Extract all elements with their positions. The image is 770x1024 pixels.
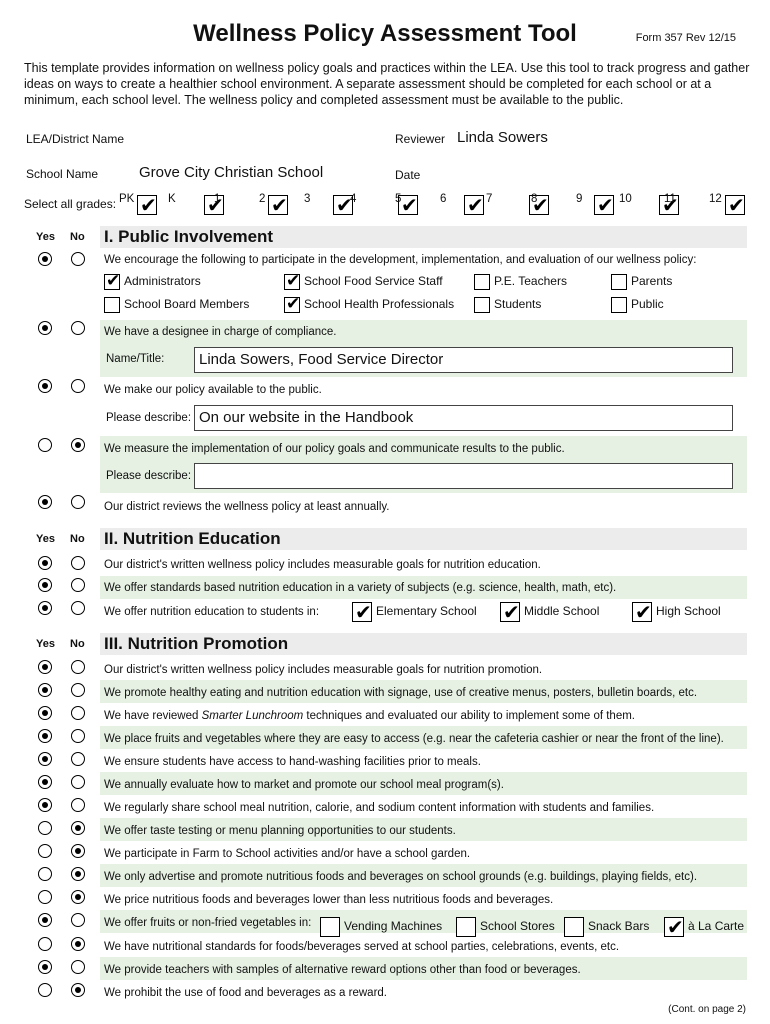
no-header: No xyxy=(70,231,85,243)
checkbox[interactable] xyxy=(456,917,476,937)
school-label: School Name xyxy=(26,167,99,181)
question-text: We offer standards based nutrition education in a variety of subjects (e.g. science, health, math, etc). xyxy=(104,582,617,594)
question-text: We offer taste testing or menu planning opportunities to our students. xyxy=(104,825,456,837)
question-text: We participate in Farm to School activities and/or have a school garden. xyxy=(104,848,471,860)
question-text: We have a designee in charge of compliance. xyxy=(104,326,337,338)
checkbox[interactable] xyxy=(500,602,520,622)
checkbox[interactable] xyxy=(284,297,300,313)
no-radio[interactable] xyxy=(71,844,85,858)
section-heading: II. Nutrition Education xyxy=(104,529,281,548)
checkbox[interactable] xyxy=(104,274,120,290)
grade-label: 9 xyxy=(576,193,583,205)
yes-radio[interactable] xyxy=(38,960,52,974)
yes-radio[interactable] xyxy=(38,438,52,452)
school-value[interactable]: Grove City Christian School xyxy=(139,164,324,181)
form-title: Wellness Policy Assessment Tool xyxy=(193,20,577,47)
intro-text: This template provides information on wellness policy goals and practices within the LEA. Use this tool to track progress and gather ideas on ways to create a healthier school environment. A separate assessment should be completed for each school or at a minimum, each school level. The wellness policy and completed assessment must be available to the public. xyxy=(24,61,750,107)
yes-header: Yes xyxy=(36,533,55,545)
no-radio[interactable] xyxy=(71,252,85,266)
emphasis-text: Smarter Lunchroom xyxy=(201,710,304,722)
question-text: We offer fruits or non-fried vegetables in: xyxy=(104,917,312,929)
no-radio[interactable] xyxy=(71,775,85,789)
checkbox[interactable] xyxy=(611,297,627,313)
question-text: We have nutritional standards for foods/beverages served at school parties, celebrations, events, etc. xyxy=(104,941,620,953)
question-text: We prohibit the use of food and beverages as a reward. xyxy=(104,987,387,999)
yes-radio[interactable] xyxy=(38,798,52,812)
continued-note: (Cont. on page 2) xyxy=(668,1004,746,1015)
checkbox[interactable] xyxy=(474,297,490,313)
name-title-input[interactable]: Linda Sowers, Food Service Director xyxy=(194,347,733,373)
grade-checkbox[interactable] xyxy=(137,195,157,215)
yes-radio[interactable] xyxy=(38,775,52,789)
grades-label: Select all grades: xyxy=(24,197,117,211)
no-radio[interactable] xyxy=(71,937,85,951)
reviewer-value[interactable]: Linda Sowers xyxy=(457,129,548,146)
no-radio[interactable] xyxy=(71,752,85,766)
level-label: High School xyxy=(656,604,721,619)
yes-radio[interactable] xyxy=(38,660,52,674)
field-label: Please describe: xyxy=(106,470,192,482)
yes-radio[interactable] xyxy=(38,683,52,697)
participant-label: School Health Professionals xyxy=(304,297,455,312)
participant-label: Parents xyxy=(631,274,673,289)
yes-radio[interactable] xyxy=(38,556,52,570)
question-text: We place fruits and vegetables where they are easy to access (e.g. near the cafeteria cashier or near the front of the line). xyxy=(104,733,724,745)
question-text: We offer nutrition education to students in: xyxy=(104,606,320,618)
level-high[interactable] xyxy=(632,602,721,622)
grade-checkbox[interactable] xyxy=(464,195,484,215)
no-radio[interactable] xyxy=(71,321,85,335)
yes-radio[interactable] xyxy=(38,321,52,335)
no-radio[interactable] xyxy=(71,495,85,509)
question-text xyxy=(104,710,635,722)
participant-label: Public xyxy=(631,297,664,312)
no-radio[interactable] xyxy=(71,706,85,720)
yes-radio[interactable] xyxy=(38,601,52,615)
yes-radio[interactable] xyxy=(38,983,52,997)
no-radio[interactable] xyxy=(71,683,85,697)
no-radio[interactable] xyxy=(71,438,85,452)
participant-label: P.E. Teachers xyxy=(494,274,567,289)
venue-label: Snack Bars xyxy=(588,919,650,934)
date-label: Date xyxy=(395,168,421,182)
grade-label: 8 xyxy=(531,193,538,205)
no-radio[interactable] xyxy=(71,913,85,927)
grade-label: 3 xyxy=(304,193,311,205)
describe-input[interactable]: On our website in the Handbook xyxy=(194,405,733,431)
participant-students[interactable] xyxy=(474,297,541,313)
yes-radio[interactable] xyxy=(38,252,52,266)
no-radio[interactable] xyxy=(71,890,85,904)
checkbox[interactable] xyxy=(664,917,684,937)
no-radio[interactable] xyxy=(71,379,85,393)
grade-checkbox[interactable] xyxy=(268,195,288,215)
section-heading: III. Nutrition Promotion xyxy=(104,634,289,653)
venue-label: School Stores xyxy=(480,919,555,934)
yes-radio[interactable] xyxy=(38,495,52,509)
question-text: We price nutritious foods and beverages lower than less nutritious foods and beverages. xyxy=(104,894,554,906)
venue-school-stores[interactable] xyxy=(456,917,555,937)
checkbox[interactable] xyxy=(474,274,490,290)
yes-radio[interactable] xyxy=(38,752,52,766)
no-radio[interactable] xyxy=(71,821,85,835)
venue-a-la-carte[interactable] xyxy=(664,917,744,937)
yes-radio[interactable] xyxy=(38,890,52,904)
level-label: Elementary School xyxy=(376,604,477,619)
no-radio[interactable] xyxy=(71,798,85,812)
yes-radio[interactable] xyxy=(38,937,52,951)
no-radio[interactable] xyxy=(71,729,85,743)
no-radio[interactable] xyxy=(71,601,85,615)
question-text: Our district's written wellness policy includes measurable goals for nutrition education. xyxy=(104,559,541,571)
field-label: Name/Title: xyxy=(106,353,165,365)
participant-label: School Board Members xyxy=(124,297,250,312)
no-radio[interactable] xyxy=(71,867,85,881)
no-radio[interactable] xyxy=(71,660,85,674)
venue-label: Vending Machines xyxy=(344,919,443,934)
question-text: We make our policy available to the public. xyxy=(104,384,322,396)
grade-label: 1 xyxy=(214,193,221,205)
lea-label: LEA/District Name xyxy=(26,132,125,146)
participant-food-service[interactable] xyxy=(284,274,443,290)
participant-public[interactable] xyxy=(611,297,664,313)
grade-label: PK xyxy=(119,193,135,205)
question-text: We only advertise and promote nutritious foods and beverages on school grounds (e.g. buildings, playing fields, etc). xyxy=(104,871,698,883)
checkbox[interactable] xyxy=(352,602,372,622)
yes-header: Yes xyxy=(36,231,55,243)
yes-radio[interactable] xyxy=(38,706,52,720)
participant-parents[interactable] xyxy=(611,274,672,290)
question-text: We promote healthy eating and nutrition education with signage, use of creative menus, posters, bulletin boards, etc. xyxy=(104,687,698,699)
yes-header: Yes xyxy=(36,638,55,650)
grade-label: 5 xyxy=(395,193,402,205)
venue-label: à La Carte xyxy=(688,919,745,934)
participant-label: School Food Service Staff xyxy=(304,274,443,289)
participant-school-board[interactable] xyxy=(104,297,249,313)
no-radio[interactable] xyxy=(71,578,85,592)
checkbox[interactable] xyxy=(320,917,340,937)
yes-radio[interactable] xyxy=(38,867,52,881)
level-middle[interactable] xyxy=(500,602,599,622)
yes-radio[interactable] xyxy=(38,729,52,743)
question-text: Our district reviews the wellness policy at least annually. xyxy=(104,501,390,513)
text-part: techniques and evaluated our ability to implement some of them. xyxy=(303,710,635,722)
text-part: We have reviewed xyxy=(104,710,202,722)
grade-label: 4 xyxy=(350,193,357,205)
question-text: We encourage the following to participate in the development, implementation, and evaluation of our wellness policy: xyxy=(104,254,697,266)
checkbox[interactable] xyxy=(632,602,652,622)
checkbox[interactable] xyxy=(611,274,627,290)
yes-radio[interactable] xyxy=(38,578,52,592)
yes-radio[interactable] xyxy=(38,913,52,927)
grade-label: 7 xyxy=(486,193,493,205)
grade-label: 6 xyxy=(440,193,447,205)
grade-label: 2 xyxy=(259,193,266,205)
reviewer-label: Reviewer xyxy=(395,132,446,146)
no-radio[interactable] xyxy=(71,960,85,974)
grade-label: 12 xyxy=(709,193,722,205)
no-radio[interactable] xyxy=(71,983,85,997)
participant-pe-teachers[interactable] xyxy=(474,274,567,290)
question-text: We provide teachers with samples of alternative reward options other than food or beverages. xyxy=(104,964,581,976)
yes-radio[interactable] xyxy=(38,844,52,858)
grade-checkbox[interactable] xyxy=(725,195,745,215)
participant-label: Administrators xyxy=(124,274,201,289)
no-header: No xyxy=(70,638,85,650)
field-label: Please describe: xyxy=(106,412,192,424)
venue-snack-bars[interactable] xyxy=(564,917,649,937)
question-text: We annually evaluate how to market and promote our school meal program(s). xyxy=(104,779,504,791)
checkbox[interactable] xyxy=(104,297,120,313)
level-elementary[interactable] xyxy=(352,602,477,622)
question-text: Our district's written wellness policy includes measurable goals for nutrition promotion. xyxy=(104,664,543,676)
no-radio[interactable] xyxy=(71,556,85,570)
section-heading: I. Public Involvement xyxy=(104,227,274,246)
form-number: Form 357 Rev 12/15 xyxy=(635,32,736,44)
venue-vending[interactable] xyxy=(320,917,442,937)
yes-radio[interactable] xyxy=(38,821,52,835)
grade-label: 10 xyxy=(619,193,632,205)
grade-label: K xyxy=(168,193,176,205)
grade-label: 11 xyxy=(664,193,676,205)
question-text: We measure the implementation of our policy goals and communicate results to the public. xyxy=(104,443,565,455)
question-text: We ensure students have access to hand-washing facilities prior to meals. xyxy=(104,756,481,768)
checkbox[interactable] xyxy=(284,274,300,290)
question-text: We regularly share school meal nutrition, calorie, and sodium content information with students and families. xyxy=(104,802,655,814)
yes-radio[interactable] xyxy=(38,379,52,393)
grade-checkbox[interactable] xyxy=(594,195,614,215)
level-label: Middle School xyxy=(524,604,600,619)
participant-label: Students xyxy=(494,297,542,312)
participant-health-professionals[interactable] xyxy=(284,297,454,313)
no-header: No xyxy=(70,533,85,545)
describe-input[interactable] xyxy=(194,463,733,489)
checkbox[interactable] xyxy=(564,917,584,937)
participant-administrators[interactable] xyxy=(104,274,201,290)
